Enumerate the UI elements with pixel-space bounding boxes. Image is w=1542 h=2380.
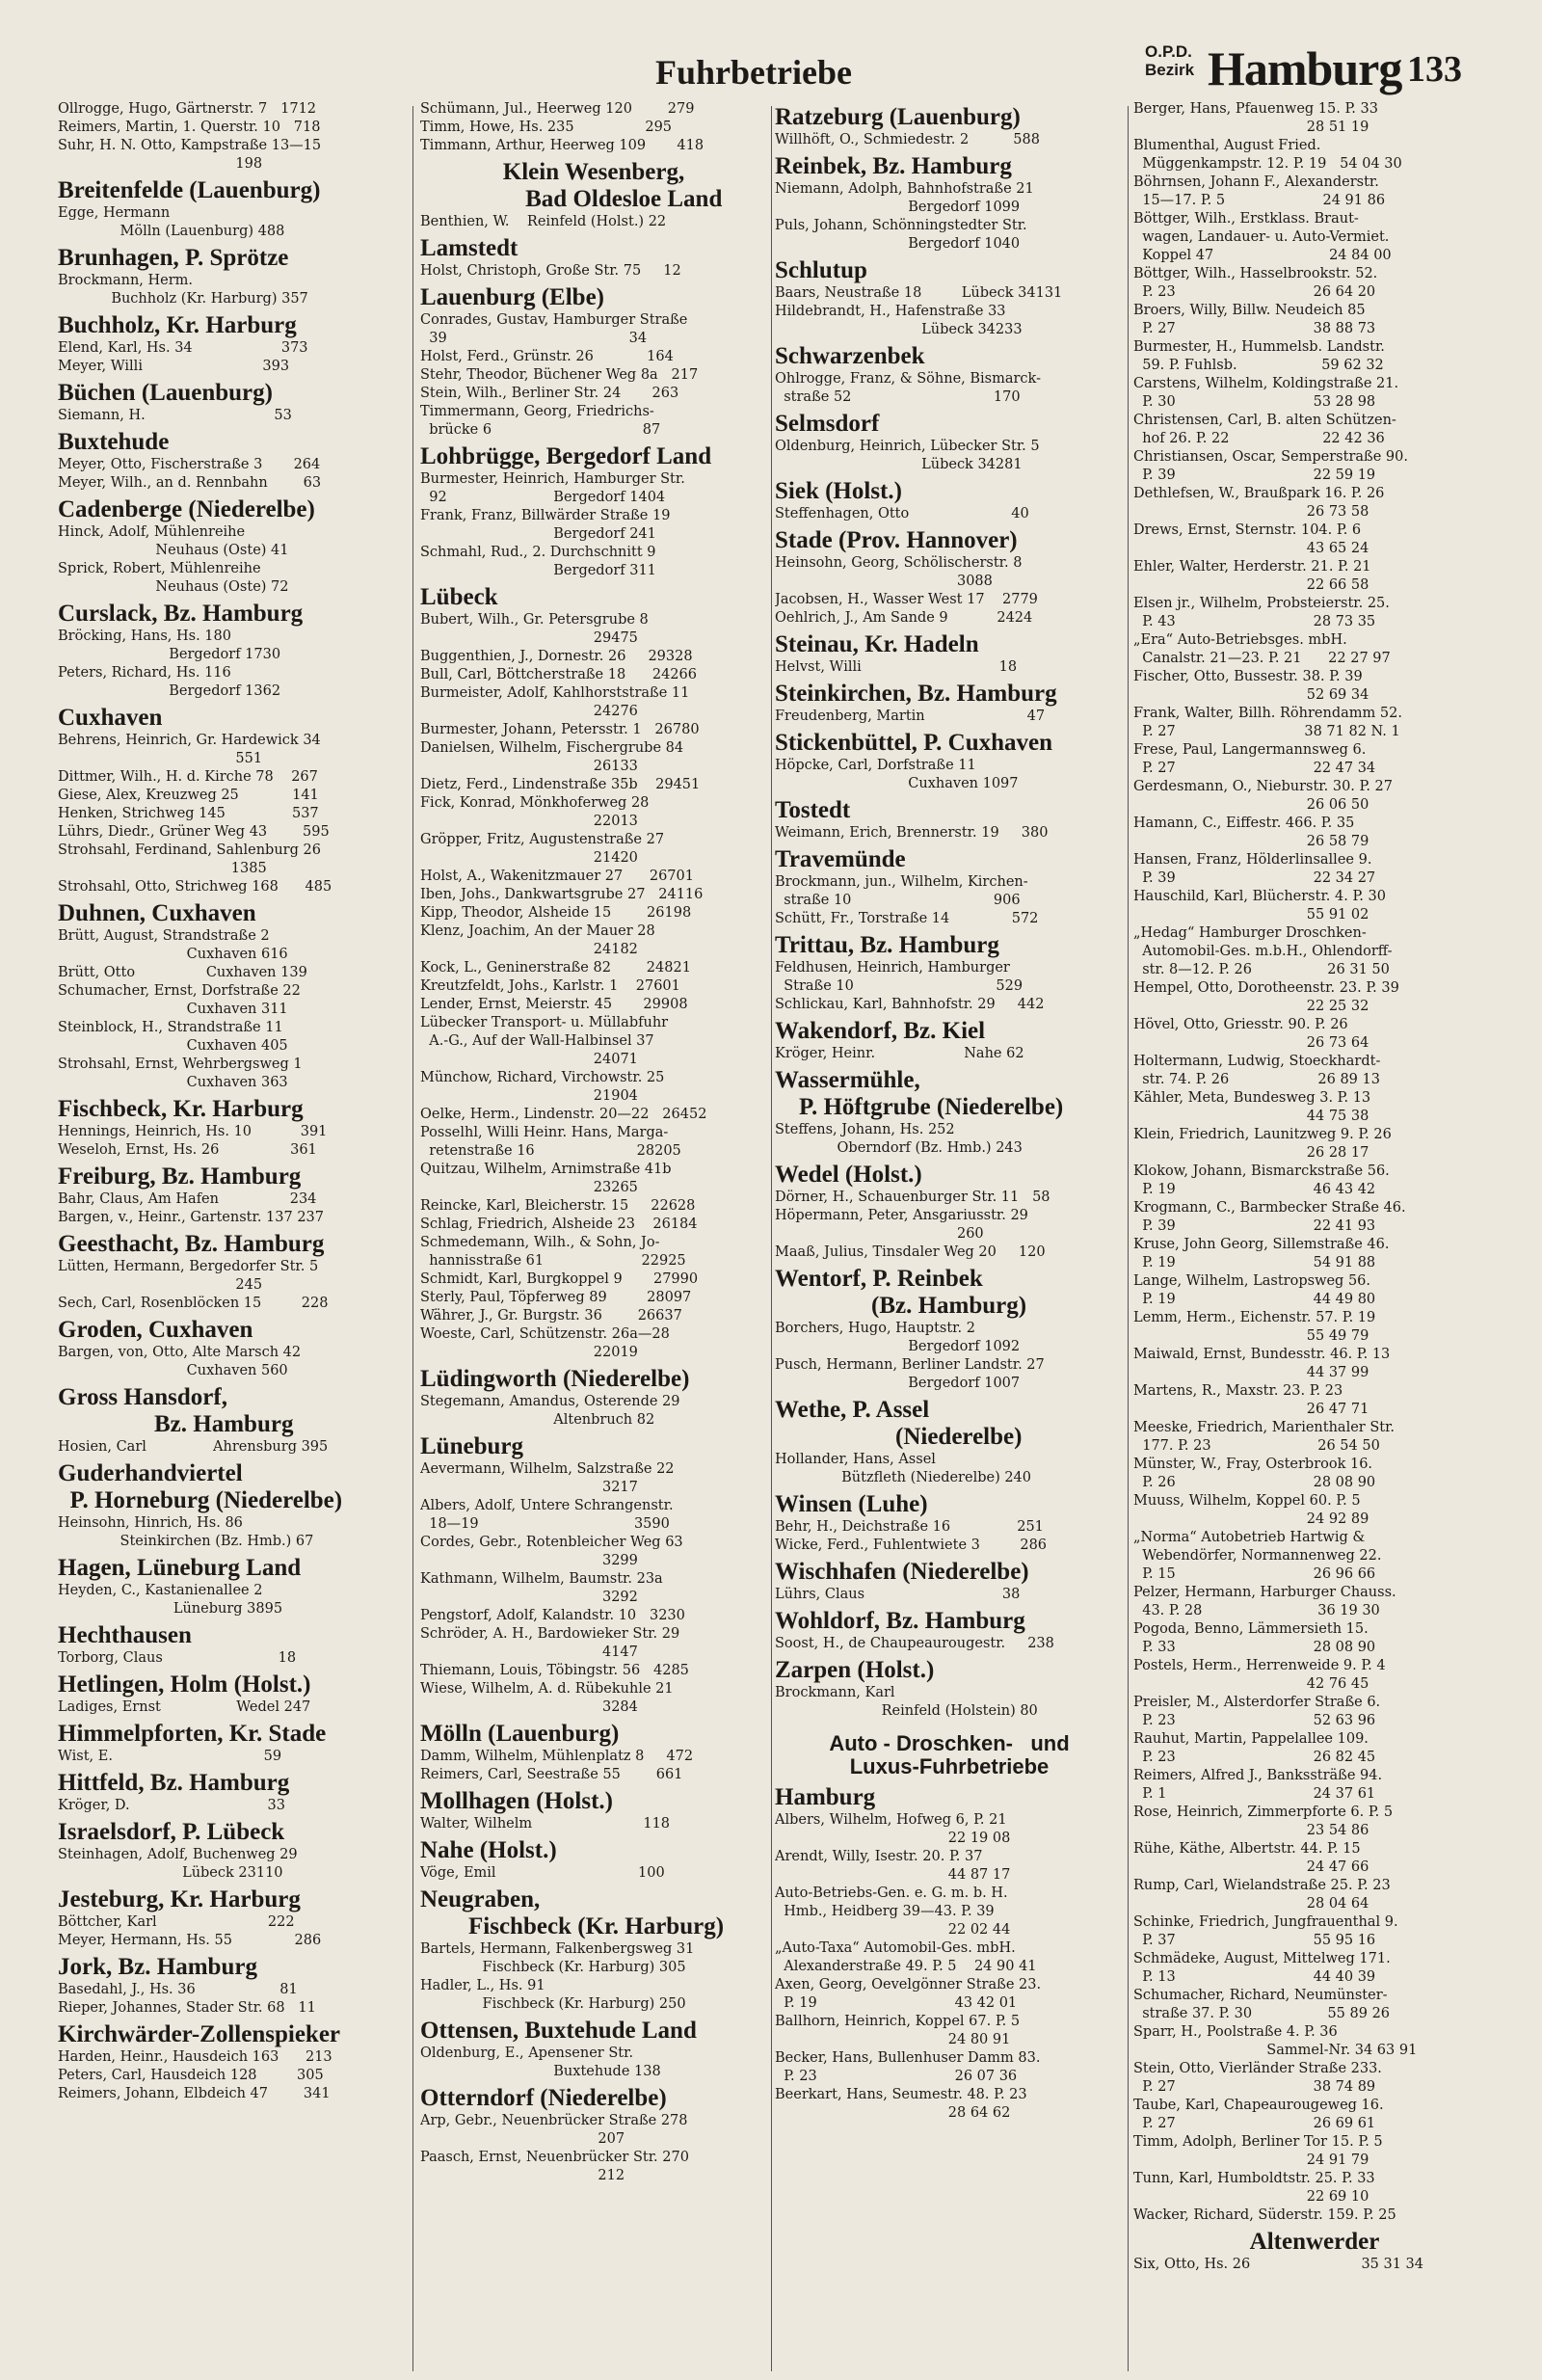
place-heading: Lüneburg xyxy=(420,1433,523,1459)
place-heading: Himmelpforten, Kr. Stade xyxy=(58,1721,327,1747)
place-heading: Lamstedt xyxy=(420,235,518,261)
place-heading: Geesthacht, Bz. Hamburg xyxy=(58,1231,325,1257)
place-heading: Wakendorf, Bz. Kiel xyxy=(775,1018,986,1044)
place-heading: Travemünde xyxy=(775,846,906,872)
directory-entries: Basedahl, J., Hs. 36 81 Rieper, Johannes, Stader Str. 68 11 xyxy=(58,1982,316,2016)
directory-entries: Hosien, Carl Ahrensburg 395 xyxy=(58,1439,329,1455)
directory-entries: Schümann, Jul., Heerweg 120 279 Timm, Howe, Hs. 235 295 Timmann, Arthur, Heerweg 109 418 xyxy=(420,101,705,153)
opd-label xyxy=(1145,42,1203,79)
place-heading: Mollhagen (Holst.) xyxy=(420,1788,613,1814)
directory-entries: Oldenburg, E., Apensener Str. Buxtehude 138 xyxy=(420,2046,661,2079)
directory-entries: Soost, H., de Chaupeaurougestr. 238 xyxy=(775,1636,1054,1651)
place-heading: Altenwerder xyxy=(1249,2229,1380,2255)
directory-entries: Baars, Neustraße 18 Lübeck 34131 Hildebrandt, H., Hafenstraße 33 Lübeck 34233 xyxy=(775,285,1063,337)
place-heading: Guderhandviertel P. Horneburg (Niederelbe) xyxy=(58,1460,343,1513)
column-4 xyxy=(1133,100,1496,2375)
place-heading: Wassermühle, P. Höftgrube (Niederelbe) xyxy=(775,1067,1064,1120)
directory-entries: Brockmann, jun., Wilhelm, Kirchen- straße 10 906 Schütt, Fr., Torstraße 14 572 xyxy=(775,874,1039,926)
page-header xyxy=(0,39,1542,96)
directory-entries: Lührs, Claus 38 xyxy=(775,1587,1021,1602)
place-heading: Stickenbüttel, P. Cuxhaven xyxy=(775,730,1053,756)
directory-entries: Niemann, Adolph, Bahnhofstraße 21 Bergedorf 1099 Puls, Johann, Schönningstedter Str. Bergedorf 1040 xyxy=(775,181,1034,252)
directory-entries: Ladiges, Ernst Wedel 247 xyxy=(58,1699,311,1715)
region-name: Hamburg xyxy=(1208,41,1402,95)
place-heading: Hamburg xyxy=(775,1784,876,1810)
place-heading: Büchen (Lauenburg) xyxy=(58,380,273,406)
directory-entries: Bubert, Wilh., Gr. Petersgrube 8 29475 Buggenthien, J., Dornestr. 26 29328 Bull, Carl, Böttcherstraße 18 24266 Burmeister, Adolf, Kahlhorststraße 11 24276 Burmester, Johann, Petersstr. 1 26780 Danielsen, Wilhelm, Fischergrube 84 26133 Dietz, Ferd., Lindenstraße 35b 29451 Fick, Konrad, Mönkhoferweg 28 22013 Gröpper, Fritz, Augustenstraße 27 21420 Holst, A., Wakenitzmauer 27 26701 Iben, Johs., Dankwartsgrube 27 24116 Kipp, Theodor, Alsheide 15 26198 Klenz, Joachim, An der Mauer 28 24182 Kock, L., Geninerstraße 82 24821 Kreutzfeldt, Johs., Karlstr. 1 27601 Lender, Ernst, Meierstr. 45 29908 Lübecker Transport- u. Müllabfuhr A.-G., Auf der Wall-Halbinsel 37 24071 Münchow, Richard, Virchowstr. 25 21904 Oelke, Herm., Lindenstr. 20—22 26452 Posselhl, Willi Heinr. Hans, Marga- retenstraße 16 28205 Quitzau, Wilhelm, Arnimstraße 41b 23265 Reincke, Karl, Bleicherstr. 15 22628 Schlag, Friedrich, Alsheide 23 26184 Schmedemann, Wilh., & Sohn, Jo- hannisstraße 61 22925 Schmidt, Karl, Burgkoppel 9 27990 Sterly, Paul, Töpferweg 89 28097 Währer, J., Gr. Burgstr. 36 26637 Woeste, Carl, Schützenstr. 26a—28 22019 xyxy=(420,612,707,1360)
directory-entries: Meyer, Otto, Fischerstraße 3 264 Meyer, Wilh., an d. Rennbahn 63 xyxy=(58,457,322,491)
directory-entries: Holst, Christoph, Große Str. 75 12 xyxy=(420,263,681,279)
place-heading: Wedel (Holst.) xyxy=(775,1162,922,1188)
section-heading: Auto - Droschken- und Luxus-Fuhrbetriebe xyxy=(829,1731,1070,1778)
directory-entries: Feldhusen, Heinrich, Hamburger Straße 10 529 Schlickau, Karl, Bahnhofstr. 29 442 xyxy=(775,960,1045,1012)
place-heading: Schlutup xyxy=(775,257,867,283)
directory-entries: Siemann, H. 53 xyxy=(58,408,292,423)
page-title: Fuhrbetriebe xyxy=(655,53,852,92)
directory-entries: Behr, H., Deichstraße 16 251 Wicke, Ferd., Fuhlentwiete 3 286 xyxy=(775,1519,1048,1553)
place-heading: Reinbek, Bz. Hamburg xyxy=(775,153,1012,179)
place-heading: Lauenburg (Elbe) xyxy=(420,284,605,310)
directory-entries: Walter, Wilhelm 118 xyxy=(420,1816,671,1832)
place-heading: Zarpen (Holst.) xyxy=(775,1657,935,1683)
place-heading: Cuxhaven xyxy=(58,705,163,731)
directory-entries: Stegemann, Amandus, Osterende 29 Altenbruch 82 xyxy=(420,1394,680,1428)
directory-entries: Kröger, D. 33 xyxy=(58,1798,285,1813)
directory-entries: Lütten, Hermann, Bergedorfer Str. 5 245 Sech, Carl, Rosenblöcken 15 228 xyxy=(58,1259,329,1311)
column-3 xyxy=(775,100,1124,2375)
place-heading: Siek (Holst.) xyxy=(775,478,902,504)
directory-entries: Burmester, Heinrich, Hamburger Str. 92 Bergedorf 1404 Frank, Franz, Billwärder Straße 19 Bergedorf 241 Schmahl, Rud., 2. Durchschnitt 9 Bergedorf 311 xyxy=(420,471,685,578)
directory-entries: Borchers, Hugo, Hauptstr. 2 Bergedorf 1092 Pusch, Hermann, Berliner Landstr. 27 Bergedorf 1007 xyxy=(775,1321,1045,1391)
directory-entries: Steffens, Johann, Hs. 252 Oberndorf (Bz. Hmb.) 243 xyxy=(775,1122,1023,1156)
place-heading: Stade (Prov. Hannover) xyxy=(775,527,1018,553)
place-heading: Fischbeck, Kr. Harburg xyxy=(58,1096,304,1122)
place-heading: Hechthausen xyxy=(58,1622,192,1648)
place-heading: Hetlingen, Holm (Holst.) xyxy=(58,1671,311,1698)
directory-entries: Heinsohn, Hinrich, Hs. 86 Steinkirchen (Bz. Hmb.) 67 xyxy=(58,1515,314,1549)
place-heading: Lohbrügge, Bergedorf Land xyxy=(420,443,712,469)
directory-entries: Ollrogge, Hugo, Gärtnerstr. 7 1712 Reimers, Martin, 1. Querstr. 10 718 Suhr, H. N. Otto, Kampstraße 13—15 198 xyxy=(58,101,322,172)
place-heading: Klein Wesenberg, Bad Oldesloe Land xyxy=(502,159,723,212)
place-heading: Brunhagen, P. Sprötze xyxy=(58,245,289,271)
place-heading: Lüdingworth (Niederelbe) xyxy=(420,1366,690,1392)
place-heading: Buchholz, Kr. Harburg xyxy=(58,312,297,338)
directory-entries: Heinsohn, Georg, Schölischerstr. 8 3088 Jacobsen, H., Wasser West 17 2779 Oehlrich, J., Am Sande 9 2424 xyxy=(775,555,1038,626)
place-heading: Trittau, Bz. Hamburg xyxy=(775,932,999,958)
place-heading: Freiburg, Bz. Hamburg xyxy=(58,1163,302,1190)
place-heading: Wentorf, P. Reinbek (Bz. Hamburg) xyxy=(775,1266,1027,1319)
opd-line-2: Bezirk xyxy=(1145,61,1195,79)
directory-entries: Torborg, Claus 18 xyxy=(58,1650,297,1666)
directory-entries: Arp, Gebr., Neuenbrücker Straße 278 207 Paasch, Ernst, Neuenbrücker Str. 270 212 xyxy=(420,2113,689,2183)
directory-entries: Six, Otto, Hs. 26 35 31 34 xyxy=(1133,2257,1424,2272)
place-heading: Wethe, P. Assel (Niederelbe) xyxy=(775,1397,1023,1450)
directory-entries: Steinhagen, Adolf, Buchenweg 29 Lübeck 23110 xyxy=(58,1847,298,1881)
directory-entries: Böttcher, Karl 222 Meyer, Hermann, Hs. 55 286 xyxy=(58,1914,322,1948)
directory-entries: Albers, Wilhelm, Hofweg 6, P. 21 22 19 08 Arendt, Willy, Isestr. 20. P. 37 44 87 17 Auto-Betriebs-Gen. e. G. m. b. H. Hmb., Heidberg 39—43. P. 39 22 02 44 „Auto-Taxa“ Automobil-Ges. mbH. Alexanderstraße 49. P. 5 24 90 41 Axen, Georg, Oevelgönner Straße 23. P. 19 43 42 01 Ballhorn, Heinrich, Koppel 67. P. 5 24 80 91 Becker, Hans, Bullenhuser Damm 83. P. 23 26 07 36 Beerkart, Hans, Seumestr. 48. P. 23 28 64 62 xyxy=(775,1812,1042,2121)
place-heading: Steinau, Kr. Hadeln xyxy=(775,631,979,657)
place-heading: Duhnen, Cuxhaven xyxy=(58,900,256,926)
directory-entries: Berger, Hans, Pfauenweg 15. P. 33 28 51 19 Blumenthal, August Fried. Müggenkampstr. 12. P. 19 54 04 30 Böhrnsen, Johann F., Alexanderstr. 15—17. P. 5 24 91 86 Böttger, Wilh., Erstklass. Braut- wagen, Landauer- u. Auto-Vermiet. Koppel 47 24 84 00 Böttger, Wilh., Hasselbrookstr. 52. P. 23 26 64 20 Broers, Willy, Billw. Neudeich 85 P. 27 38 88 73 Burmester, H., Hummelsb. Landstr. 59. P. Fuhlsb. 59 62 32 Carstens, Wilhelm, Koldingstraße 21. P. 30 53 28 98 Christensen, Carl, B. alten Schützen- hof 26. P. 22 22 42 36 Christiansen, Oscar, Semperstraße 90. P. 39 22 59 19 Dethlefsen, W., Braußpark 16. P. 26 26 73 58 Drews, Ernst, Sternstr. 104. P. 6 43 65 24 Ehler, Walter, Herderstr. 21. P. 21 22 66 58 Elsen jr., Wilhelm, Probsteierstr. 25. P. 43 28 73 35 „Era“ Auto-Betriebsges. mbH. Canalstr. 21—23. P. 21 22 27 97 Fischer, Otto, Bussestr. 38. P. 39 52 69 34 Frank, Walter, Billh. Röhrendamm 52. P. 27 38 71 82 N. 1 Frese, Paul, Langermannsweg 6. P. 27 22 47 34 Gerdesmann, O., Nieburstr. 30. P. 27 26 06 50 Hamann, C., Eiffestr. 466. P. 35 26 58 79 Hansen, Franz, Hölderlinsallee 9. P. 39 22 34 27 Hauschild, Karl, Blücherstr. 4. P. 30 55 91 02 „Hedag“ Hamburger Droschken- Automobil-Ges. m.b.H., Ohlendorff- str. 8—12. P. 26 26 31 50 Hempel, Otto, Dorotheenstr. 23. P. 39 22 25 32 Hövel, Otto, Griesstr. 90. P. 26 26 73 64 Holtermann, Ludwig, Stoeckhardt- str. 74. P. 26 26 89 13 Kähler, Meta, Bundesweg 3. P. 13 44 75 38 Klein, Friedrich, Launitzweg 9. P. 26 26 28 17 Klokow, Johann, Bismarckstraße 56. P. 19 46 43 42 Krogmann, C., Barmbecker Straße 46. P. 39 22 41 93 Kruse, John Georg, Sillemstraße 46. P. 19 54 91 88 Lange, Wilhelm, Lastropsweg 56. P. 19 44 49 80 Lemm, Herm., Eichenstr. 57. P. 19 55 49 79 Maiwald, Ernst, Bundesstr. 46. P. 13 44 37 99 Martens, R., Maxstr. 23. P. 23 26 47 71 Meeske, Friedrich, Marienthaler Str. 177. P. 23 26 54 50 Münster, W., Fray, Osterbrook 16. P. 26 28 08 90 Muuss, Wilhelm, Koppel 60. P. 5 24 92 89 „Norma“ Autobetrieb Hartwig & Webendörfer, Normannenweg 22. P. 15 26 96 66 Pelzer, Hermann, Harburger Chauss. 43. P. 28 36 19 30 Pogoda, Benno, Lämmersieth 15. P. 33 28 08 90 Postels, Herm., Herrenweide 9. P. 4 42 76 45 Preisler, M., Alsterdorfer Straße 6. P. 23 52 63 96 Rauhut, Martin, Pappelallee 109. P. 23 26 82 45 Reimers, Alfred J., Bankssträße 94. P. 1 24 37 61 Rose, Heinrich, Zimmerpforte 6. P. 5 23 54 86 Rühe, Käthe, Albertstr. 44. P. 15 24 47 66 Rump, Carl, Wielandstraße 25. P. 23 28 04 64 Schinke, Friedrich, Jungfrauenthal 9. P. 37 55 95 16 Schmädeke, August, Mittelweg 171. P. 13 44 40 39 Schumacher, Richard, Neumünster- straße 37. P. 30 55 89 26 Sparr, H., Poolstraße 4. P. 36 Sammel-Nr. 34 63 91 Stein, Otto, Vierländer Straße 233. P. 27 38 74 89 Taube, Karl, Chapeaurougeweg 16. P. 27 26 69 61 Timm, Adolph, Berliner Tor 15. P. 5 24 91 79 Tunn, Karl, Humboldtstr. 25. P. 33 22 69 10 Wacker, Richard, Süderstr. 159. P. 25 xyxy=(1133,101,1418,2223)
directory-entries: Behrens, Heinrich, Gr. Hardewick 34 551 Dittmer, Wilh., H. d. Kirche 78 267 Giese, Alex, Kreuzweg 25 141 Henken, Strichweg 145 537 Lührs, Diedr., Grüner Weg 43 595 Strohsahl, Ferdinand, Sahlenburg 26 1385 Strohsahl, Otto, Strichweg 168 485 xyxy=(58,733,332,895)
place-heading: Lübeck xyxy=(420,584,498,610)
directory-entries: Damm, Wilhelm, Mühlenplatz 8 472 Reimers, Carl, Seestraße 55 661 xyxy=(420,1749,694,1782)
place-heading: Cadenberge (Niederelbe) xyxy=(58,496,315,522)
directory-entries: Elend, Karl, Hs. 34 373 Meyer, Willi 393 xyxy=(58,340,308,374)
directory-entries: Brockmann, Herm. Buchholz (Kr. Harburg) 357 xyxy=(58,273,308,307)
directory-entries: Hollander, Hans, Assel Bützfleth (Niederelbe) 240 xyxy=(775,1452,1032,1485)
place-heading: Neugraben, Fischbeck (Kr. Harburg) xyxy=(420,1886,725,1939)
directory-entries: Aevermann, Wilhelm, Salzstraße 22 3217 Albers, Adolf, Untere Schrangenstr. 18—19 3590 Cordes, Gebr., Rotenbleicher Weg 63 3299 Kathmann, Wilhelm, Baumstr. 23a 3292 Pengstorf, Adolf, Kalandstr. 10 3230 Schröder, A. H., Bardowieker Str. 29 4147 Thiemann, Louis, Töbingstr. 56 4285 Wiese, Wilhelm, A. d. Rübekuhle 21 3284 xyxy=(420,1461,689,1715)
column-divider xyxy=(1128,106,1129,2371)
place-heading: Ratzeburg (Lauenburg) xyxy=(775,104,1021,130)
directory-entries: Bartels, Hermann, Falkenbergsweg 31 Fischbeck (Kr. Harburg) 305 Hadler, L., Hs. 91 Fischbeck (Kr. Harburg) 250 xyxy=(420,1941,695,2012)
column-2 xyxy=(420,100,767,2375)
directory-entries: Benthien, W. Reinfeld (Holst.) 22 xyxy=(420,214,667,229)
place-heading: Nahe (Holst.) xyxy=(420,1837,557,1863)
place-heading: Gross Hansdorf, Bz. Hamburg xyxy=(58,1384,294,1437)
place-heading: Buxtehude xyxy=(58,429,170,455)
directory-entries: Bahr, Claus, Am Hafen 234 Bargen, v., Heinr., Gartenstr. 137 237 xyxy=(58,1191,325,1225)
place-heading: Kirchwärder-Zollenspieker xyxy=(58,2021,341,2047)
place-heading: Wohldorf, Bz. Hamburg xyxy=(775,1608,1025,1634)
directory-entries: Willhöft, O., Schmiedestr. 2 588 xyxy=(775,132,1040,147)
place-heading: Jesteburg, Kr. Harburg xyxy=(58,1886,301,1912)
directory-entries: Wist, E. 59 xyxy=(58,1749,282,1764)
place-heading: Mölln (Lauenburg) xyxy=(420,1721,620,1747)
directory-entries: Brockmann, Karl Reinfeld (Holstein) 80 xyxy=(775,1685,1038,1719)
directory-entries: Bargen, von, Otto, Alte Marsch 42 Cuxhaven 560 xyxy=(58,1345,302,1378)
directory-entries: Brütt, August, Strandstraße 2 Cuxhaven 616 Brütt, Otto Cuxhaven 139 Schumacher, Ernst, Dorfstraße 22 Cuxhaven 311 Steinblock, H., Strandstraße 11 Cuxhaven 405 Strohsahl, Ernst, Wehrbergsweg 1 Cuxhaven 363 xyxy=(58,928,307,1090)
column-divider xyxy=(771,106,772,2371)
place-heading: Hagen, Lüneburg Land xyxy=(58,1555,302,1581)
place-heading: Tostedt xyxy=(775,797,851,823)
place-heading: Schwarzenbek xyxy=(775,343,925,369)
place-heading: Breitenfelde (Lauenburg) xyxy=(58,177,321,203)
place-heading: Wischhafen (Niederelbe) xyxy=(775,1559,1029,1585)
directory-entries: Harden, Heinr., Hausdeich 163 213 Peters, Carl, Hausdeich 128 305 Reimers, Johann, Elbdeich 47 341 xyxy=(58,2049,332,2101)
directory-entries: Freudenberg, Martin 47 xyxy=(775,709,1046,724)
place-heading: Steinkirchen, Bz. Hamburg xyxy=(775,681,1057,707)
directory-entries: Dörner, H., Schauenburger Str. 11 58 Höpermann, Peter, Ansgariusstr. 29 260 Maaß, Julius, Tinsdaler Weg 20 120 xyxy=(775,1190,1050,1260)
place-heading: Hittfeld, Bz. Hamburg xyxy=(58,1770,290,1796)
directory-entries: Ohlrogge, Franz, & Söhne, Bismarck- straße 52 170 xyxy=(775,371,1041,405)
place-heading: Selmsdorf xyxy=(775,411,880,437)
directory-entries: Helvst, Willi 18 xyxy=(775,659,1018,675)
directory-entries: Hennings, Heinrich, Hs. 10 391 Weseloh, Ernst, Hs. 26 361 xyxy=(58,1124,328,1158)
directory-entries: Steffenhagen, Otto 40 xyxy=(775,506,1029,521)
place-heading: Curslack, Bz. Hamburg xyxy=(58,601,304,627)
directory-entries: Kröger, Heinr. Nahe 62 xyxy=(775,1046,1024,1061)
directory-entries: Egge, Hermann Mölln (Lauenburg) 488 xyxy=(58,205,285,239)
directory-entries: Vöge, Emil 100 xyxy=(420,1865,665,1881)
directory-entries: Conrades, Gustav, Hamburger Straße 39 34 Holst, Ferd., Grünstr. 26 164 Stehr, Theodor, Büchener Weg 8a 217 Stein, Wilh., Berliner Str. 24 263 Timmermann, Georg, Friedrichs- brücke 6 87 xyxy=(420,312,699,438)
place-heading: Groden, Cuxhaven xyxy=(58,1317,253,1343)
place-heading: Winsen (Luhe) xyxy=(775,1491,928,1517)
directory-entries: Weimann, Erich, Brennerstr. 19 380 xyxy=(775,825,1049,841)
directory-entries: Bröcking, Hans, Hs. 180 Bergedorf 1730 Peters, Richard, Hs. 116 Bergedorf 1362 xyxy=(58,628,281,699)
directory-entries: Oldenburg, Heinrich, Lübecker Str. 5 Lübeck 34281 xyxy=(775,439,1040,472)
directory-entries: Höpcke, Carl, Dorfstraße 11 Cuxhaven 1097 xyxy=(775,758,1019,791)
directory-entries: Heyden, C., Kastanienallee 2 Lüneburg 3895 xyxy=(58,1583,283,1617)
place-heading: Israelsdorf, P. Lübeck xyxy=(58,1819,285,1845)
column-divider xyxy=(412,106,413,2371)
place-heading: Jork, Bz. Hamburg xyxy=(58,1954,257,1980)
directory-entries: Hinck, Adolf, Mühlenreihe Neuhaus (Oste) 41 Sprick, Robert, Mühlenreihe Neuhaus (Oste) 72 xyxy=(58,524,289,595)
opd-line-1: O.P.D. xyxy=(1145,42,1192,61)
page-number: 133 xyxy=(1407,49,1462,90)
place-heading: Ottensen, Buxtehude Land xyxy=(420,2018,697,2044)
column-1 xyxy=(58,100,405,2375)
place-heading: Otterndorf (Niederelbe) xyxy=(420,2085,667,2111)
